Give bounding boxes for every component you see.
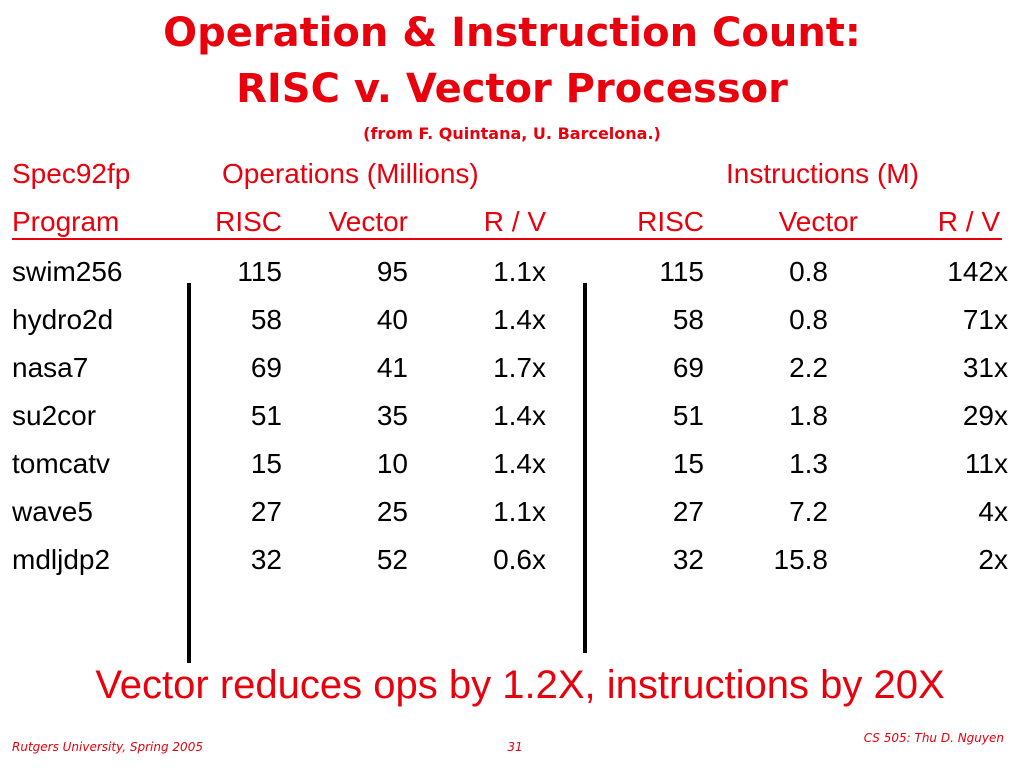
- program-name: hydro2d: [12, 304, 114, 335]
- instr-ratio-value: 142x: [947, 256, 1008, 287]
- program-name: su2cor: [12, 400, 97, 431]
- instr-vector-value: 7.2: [789, 496, 828, 527]
- ops-ratio-value: 0.6x: [493, 544, 546, 575]
- group-header-operations: Operations (Millions): [222, 158, 479, 189]
- slide-title-line1: Operation & Instruction Count:: [163, 10, 861, 56]
- group-header-spec: Spec92fp: [12, 158, 131, 189]
- instr-ratio-value: 71x: [962, 304, 1008, 335]
- program-name: mdljdp2: [12, 544, 111, 575]
- instr-ratio-value: 29x: [962, 400, 1008, 431]
- column-header-program: Program: [12, 206, 120, 237]
- column-header-ops-ratio: R / V: [483, 206, 546, 237]
- instr-vector-value: 1.3: [789, 448, 828, 479]
- instr-vector-value: 0.8: [789, 304, 828, 335]
- ops-ratio-value: 1.4x: [493, 400, 546, 431]
- column-header-instr-ratio: R / V: [937, 206, 1000, 237]
- instr-vector-value: 15.8: [773, 544, 828, 575]
- slide-subtitle: (from F. Quintana, U. Barcelona.): [363, 124, 661, 143]
- ops-vector-value: 41: [376, 352, 408, 383]
- conclusion-text: Vector reduces ops by 1.2X, instructions by 20X: [95, 663, 945, 707]
- instr-risc-value: 58: [672, 304, 704, 335]
- instr-risc-value: 115: [659, 256, 704, 287]
- header-underline: [12, 238, 1002, 240]
- ops-ratio-value: 1.7x: [493, 352, 546, 383]
- ops-ratio-value: 1.4x: [493, 304, 546, 335]
- program-name: wave5: [12, 496, 93, 527]
- footer-course: CS 505: Thu D. Nguyen: [863, 731, 1004, 745]
- column-divider-right: [583, 283, 587, 653]
- ops-risc-value: 15: [250, 448, 282, 479]
- column-header-instr-risc: RISC: [637, 206, 704, 237]
- instr-risc-value: 69: [672, 352, 704, 383]
- footer-institution: Rutgers University, Spring 2005: [12, 740, 203, 754]
- program-name: swim256: [12, 256, 123, 287]
- slide-title-line2: RISC v. Vector Processor: [236, 66, 788, 112]
- instr-ratio-value: 4x: [978, 496, 1008, 527]
- ops-ratio-value: 1.4x: [493, 448, 546, 479]
- column-header-ops-vector: Vector: [328, 206, 408, 237]
- ops-vector-value: 52: [376, 544, 408, 575]
- ops-risc-value: 27: [250, 496, 282, 527]
- ops-vector-value: 40: [376, 304, 408, 335]
- instr-risc-value: 27: [672, 496, 704, 527]
- page-number: 31: [507, 740, 523, 754]
- ops-risc-value: 115: [237, 256, 282, 287]
- instr-risc-value: 15: [672, 448, 704, 479]
- ops-vector-value: 35: [376, 400, 408, 431]
- instr-vector-value: 2.2: [789, 352, 828, 383]
- program-name: nasa7: [12, 352, 89, 383]
- ops-risc-value: 58: [250, 304, 282, 335]
- instr-ratio-value: 11x: [964, 448, 1008, 479]
- ops-risc-value: 51: [250, 400, 282, 431]
- ops-ratio-value: 1.1x: [493, 256, 546, 287]
- ops-risc-value: 32: [250, 544, 282, 575]
- instr-vector-value: 0.8: [789, 256, 828, 287]
- instr-vector-value: 1.8: [789, 400, 828, 431]
- instr-ratio-value: 31x: [962, 352, 1008, 383]
- group-header-instructions: Instructions (M): [726, 158, 919, 189]
- ops-vector-value: 25: [376, 496, 408, 527]
- column-header-instr-vector: Vector: [778, 206, 858, 237]
- program-name: tomcatv: [12, 448, 111, 479]
- column-header-ops-risc: RISC: [215, 206, 282, 237]
- instr-ratio-value: 2x: [978, 544, 1008, 575]
- ops-risc-value: 69: [250, 352, 282, 383]
- ops-vector-value: 10: [376, 448, 408, 479]
- instr-risc-value: 51: [672, 400, 704, 431]
- ops-vector-value: 95: [376, 256, 408, 287]
- instr-risc-value: 32: [672, 544, 704, 575]
- ops-ratio-value: 1.1x: [493, 496, 546, 527]
